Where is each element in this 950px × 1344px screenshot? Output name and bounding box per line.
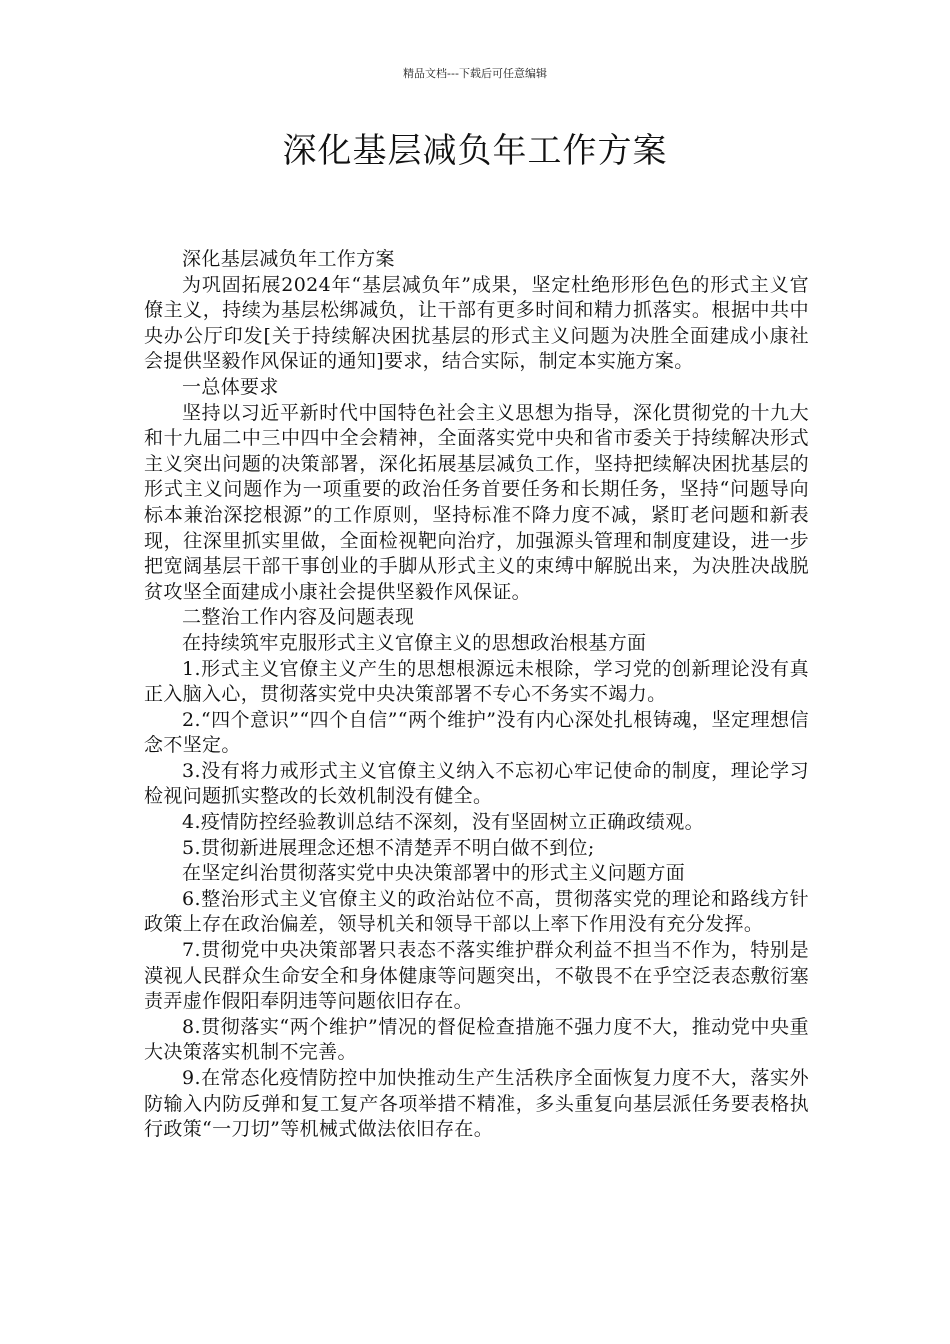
section-heading-general-requirements: 一总体要求: [182, 375, 279, 398]
list-item-3: 3.没有将力戒形式主义官僚主义纳入不忘初心牢记使命的制度，理论学习检视问题抓实整改的长效机制没有健全。: [144, 759, 809, 808]
list-item-4: 4.疫情防控经验教训总结不深刻，没有坚固树立正确政绩观。: [182, 811, 704, 834]
list-item-5: 5.贯彻新进展理念还想不清楚弄不明白做不到位;: [182, 836, 595, 859]
paragraph-intro: 为巩固拓展2024年“基层减负年”成果，坚定杜绝形形色色的形式主义官僚主义，持续为基层松绑减负，让干部有更多时间和精力抓落实。根据中共中央办公厅印发[关于持续解决困扰基层的形式主义问题为决胜全面建成小康社会提供坚毅作风保证的通知]要求，结合实际，制定本实施方案。: [144, 273, 809, 373]
paragraph-subtitle: 深化基层减负年工作方案: [182, 248, 395, 270]
subsection-heading-decision-implementation: 在坚定纠治贯彻落实党中央决策部署中的形式主义问题方面: [182, 862, 686, 885]
list-item-1: 1.形式主义官僚主义产生的思想根源远未根除，学习党的创新理论没有真正入脑入心，贯彻落实党中央决策部署不专心不务实不竭力。: [144, 657, 809, 706]
section-heading-rectification: 二整治工作内容及问题表现: [182, 606, 415, 629]
list-item-9: 9.在常态化疫情防控中加快推动生产生活秩序全面恢复力度不大，落实外防输入内防反弹和复工复产各项举措不精准，多头重复向基层派任务要表格执行政策“一刀切”等机械式做法依旧存在。: [144, 1067, 809, 1141]
subsection-heading-ideology: 在持续筑牢克服形式主义官僚主义的思想政治根基方面: [182, 631, 647, 654]
list-item-6: 6.整治形式主义官僚主义的政治站位不高，贯彻落实党的理论和路线方针政策上存在政治偏差，领导机关和领导干部以上率下作用没有充分发挥。: [144, 887, 809, 936]
header-note: 精品文档---下载后可任意编辑: [403, 67, 547, 80]
list-item-8: 8.贯彻落实“两个维护”情况的督促检查措施不强力度不大，推动党中央重大决策落实机制不完善。: [144, 1015, 809, 1064]
document-title: 深化基层减负年工作方案: [282, 131, 668, 171]
document-body: [144, 247, 809, 1143]
list-item-2: 2.“四个意识”“四个自信”“两个维护”没有内心深处扎根铸魂，坚定理想信念不坚定。: [144, 708, 809, 757]
list-item-7: 7.贯彻党中央决策部署只表态不落实维护群众利益不担当不作为，特别是漠视人民群众生命安全和身体健康等问题突出，不敬畏不在乎空泛表态敷衍塞责弄虚作假阳奉阴违等问题依旧存在。: [144, 939, 809, 1013]
paragraph-general-requirements: 坚持以习近平新时代中国特色社会主义思想为指导，深化贯彻党的十九大和十九届二中三中四中全会精神，全面落实党中央和省市委关于持续解决形式主义突出问题的决策部署，深化拓展基层减负工作，坚持把续解决困扰基层的形式主义问题作为一项重要的政治任务首要任务和长期任务，坚持“问题导向标本兼治深挖根源”的工作原则，坚持标准不降力度不减，紧盯老问题和新表现，往深里抓实里做，全面检视靶向治疗，加强源头管理和制度建设，进一步把宽阔基层干部干事创业的手脚从形式主义的束缚中解脱出来，为决胜决战脱贫攻坚全面建成小康社会提供坚毅作风保证。: [144, 401, 809, 603]
